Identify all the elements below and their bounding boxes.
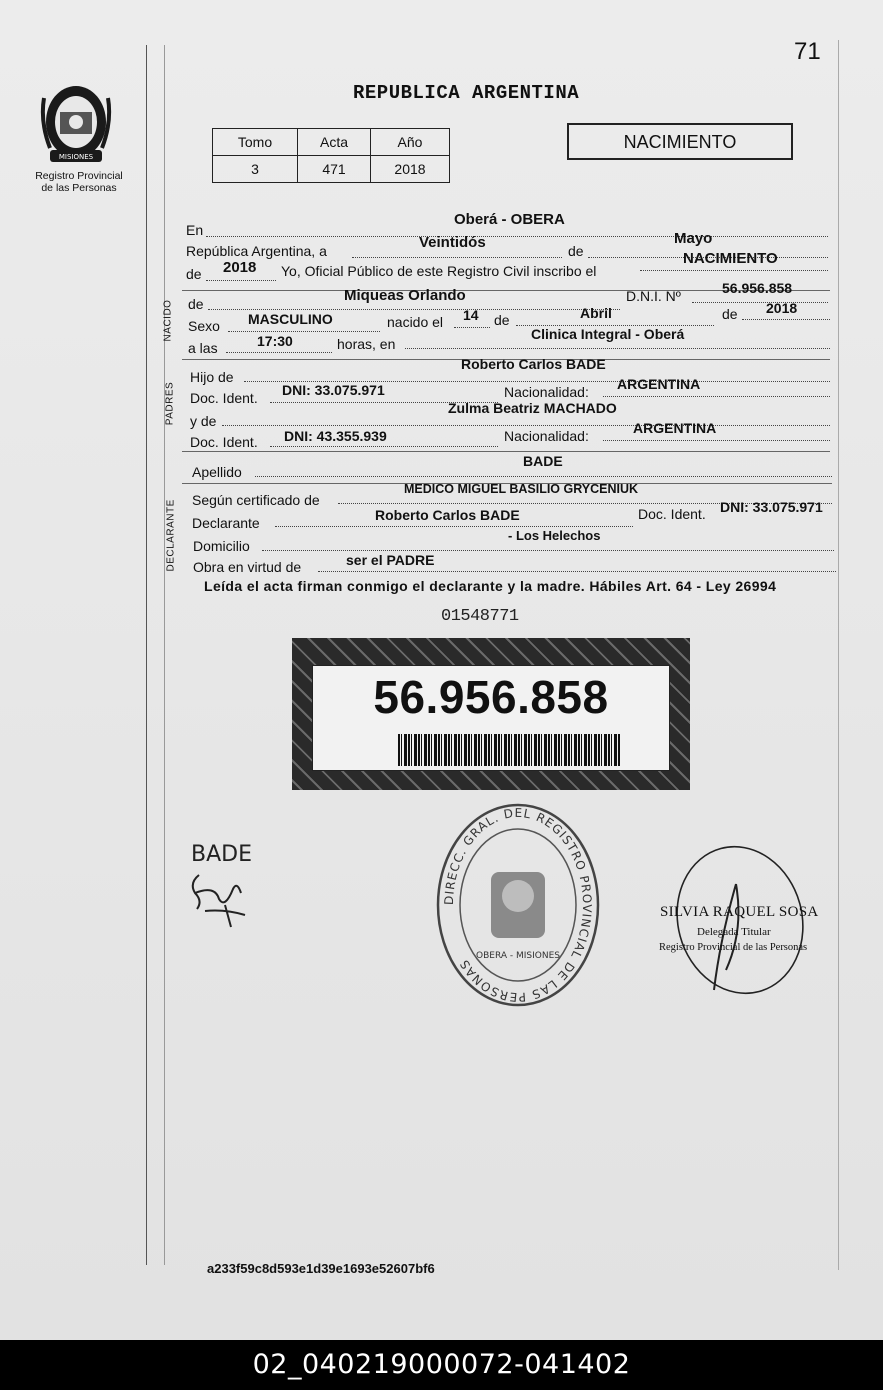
svg-text:MISIONES: MISIONES xyxy=(58,153,94,161)
inner-margin-line xyxy=(164,45,165,1265)
label-republica: República Argentina, a xyxy=(186,243,327,259)
dotted-line xyxy=(352,257,562,258)
label-de-mes: de xyxy=(568,243,584,259)
label-segun-certificado: Según certificado de xyxy=(192,492,320,508)
section-rule xyxy=(182,451,830,452)
label-de-anio: de xyxy=(186,266,202,282)
dotted-line xyxy=(640,270,828,271)
label-dni: D.N.I. Nº xyxy=(626,288,681,304)
declarant-signature xyxy=(185,835,265,930)
acta-value: 471 xyxy=(298,156,371,183)
sticker-number: 56.956.858 xyxy=(373,671,609,723)
value-sexo: MASCULINO xyxy=(248,311,333,327)
value-apellido: BADE xyxy=(523,453,563,469)
dotted-line xyxy=(454,327,490,328)
value-domicilio: - Los Helechos xyxy=(508,528,601,543)
seal-inner-text: OBERA - MISIONES xyxy=(476,951,560,961)
value-hora: 17:30 xyxy=(257,333,293,349)
dotted-line xyxy=(206,236,828,237)
value-acto: NACIMIENTO xyxy=(683,250,778,267)
official-seal xyxy=(433,800,603,1010)
label-declarante: Declarante xyxy=(192,515,260,531)
label-nacionalidad-1: Nacionalidad: xyxy=(504,384,589,400)
province-emblem-icon xyxy=(36,78,116,166)
value-mes: Mayo xyxy=(674,230,713,247)
barcode-icon xyxy=(398,734,620,766)
value-madre-doc: DNI: 43.355.939 xyxy=(284,428,387,444)
label-sexo: Sexo xyxy=(188,318,220,334)
value-certificado: MEDICO MIGUEL BASILIO GRYCENIUK xyxy=(404,482,639,496)
label-apellido: Apellido xyxy=(192,464,242,480)
value-anio-nac: 2018 xyxy=(766,300,798,316)
label-domicilio: Domicilio xyxy=(193,538,250,554)
label-yo-oficial: Yo, Oficial Público de este Registro Civil inscribo el xyxy=(281,263,597,279)
value-lugar: Oberá - OBERA xyxy=(454,211,565,228)
registry-label xyxy=(22,170,136,194)
value-dni: 56.956.858 xyxy=(722,280,793,296)
dotted-line xyxy=(255,476,832,477)
page-number: 71 xyxy=(794,38,821,65)
record-type-box: NACIMIENTO xyxy=(567,123,793,160)
label-doc-ident-2: Doc. Ident. xyxy=(190,434,258,450)
value-dia-nac: 14 xyxy=(463,307,479,323)
value-padre: Roberto Carlos BADE xyxy=(461,356,606,372)
label-hijo-de: Hijo de xyxy=(190,369,234,385)
handwritten-surname: BADE xyxy=(191,842,252,867)
dotted-line xyxy=(262,550,834,551)
label-en: En xyxy=(186,222,204,238)
label-horas-en: horas, en xyxy=(337,336,396,352)
dotted-line xyxy=(228,331,380,332)
serial-number: 01548771 xyxy=(441,607,519,626)
value-madre-nac: ARGENTINA xyxy=(633,420,717,436)
value-padre-nac: ARGENTINA xyxy=(617,376,701,392)
side-label-padres: PADRES xyxy=(164,381,176,426)
sticker-inner-panel xyxy=(312,665,670,771)
label-de-nombre: de xyxy=(188,296,204,312)
label-de-mes-nac: de xyxy=(494,312,510,328)
label-de-anio-nac: de xyxy=(722,306,738,322)
label-doc-ident-1: Doc. Ident. xyxy=(190,390,258,406)
dotted-line xyxy=(318,571,836,572)
label-obra-en-virtud: Obra en virtud de xyxy=(193,559,302,575)
volume-value-row xyxy=(213,156,450,183)
anio-value: 2018 xyxy=(371,156,450,183)
id-sticker xyxy=(292,638,690,790)
registry-line-2: de las Personas xyxy=(41,182,117,194)
registry-line-1: Registro Provincial xyxy=(35,170,123,182)
value-declarante-doc: DNI: 33.075.971 xyxy=(720,499,823,515)
label-nacionalidad-2: Nacionalidad: xyxy=(504,428,589,444)
dotted-line xyxy=(405,348,830,349)
value-anio: 2018 xyxy=(223,259,257,276)
dotted-line xyxy=(692,302,828,303)
document-hash: a233f59c8d593e1d39e1693e52607bf6 xyxy=(207,1261,435,1276)
dotted-line xyxy=(603,440,830,441)
dotted-line xyxy=(208,309,620,310)
footer-code: 02_040219000072-041402 xyxy=(0,1340,883,1390)
left-margin-line xyxy=(146,45,147,1265)
side-label-nacido: NACIDO xyxy=(162,299,174,342)
value-mes-nac: Abril xyxy=(580,305,612,321)
dotted-line xyxy=(742,319,830,320)
tomo-header: Tomo xyxy=(213,129,298,156)
value-padre-doc: DNI: 33.075.971 xyxy=(282,382,385,398)
value-declarante: Roberto Carlos BADE xyxy=(375,507,520,523)
side-label-declarante: DECLARANTE xyxy=(165,499,177,572)
value-dia-letras: Veintidós xyxy=(419,234,486,251)
label-doc-ident-3: Doc. Ident. xyxy=(638,506,706,522)
seal-text: DIRECC. GRAL. DEL REGISTRO PROVINCIAL DE LAS PERSONAS xyxy=(441,805,595,1005)
document-title: REPUBLICA ARGENTINA xyxy=(353,82,580,104)
dotted-line xyxy=(222,425,830,426)
anio-header: Año xyxy=(371,129,450,156)
official-name: SILVIA RAQUEL SOSA xyxy=(660,904,819,920)
value-nombre: Miqueas Orlando xyxy=(344,287,466,304)
dotted-line xyxy=(275,526,633,527)
volume-table xyxy=(212,128,450,183)
volume-header-row xyxy=(213,129,450,156)
value-madre: Zulma Beatriz MACHADO xyxy=(448,400,617,416)
value-lugar-nac: Clinica Integral - Oberá xyxy=(531,326,685,342)
label-y-de: y de xyxy=(190,413,217,429)
tomo-value: 3 xyxy=(213,156,298,183)
acta-header: Acta xyxy=(298,129,371,156)
dotted-line xyxy=(270,446,498,447)
label-nacido-el: nacido el xyxy=(387,314,444,330)
dotted-line xyxy=(206,280,276,281)
label-a-las: a las xyxy=(188,340,218,356)
dotted-line xyxy=(603,396,830,397)
right-margin-line xyxy=(838,40,839,1270)
value-virtud: ser el PADRE xyxy=(346,552,435,568)
dotted-line xyxy=(226,352,332,353)
official-role: Delegada Titular xyxy=(697,926,771,938)
closing-text: Leída el acta firman conmigo el declarante y la madre. Hábiles Art. 64 - Ley 26994 xyxy=(204,578,777,594)
official-office: Registro Provincial de las Personas xyxy=(659,942,808,953)
